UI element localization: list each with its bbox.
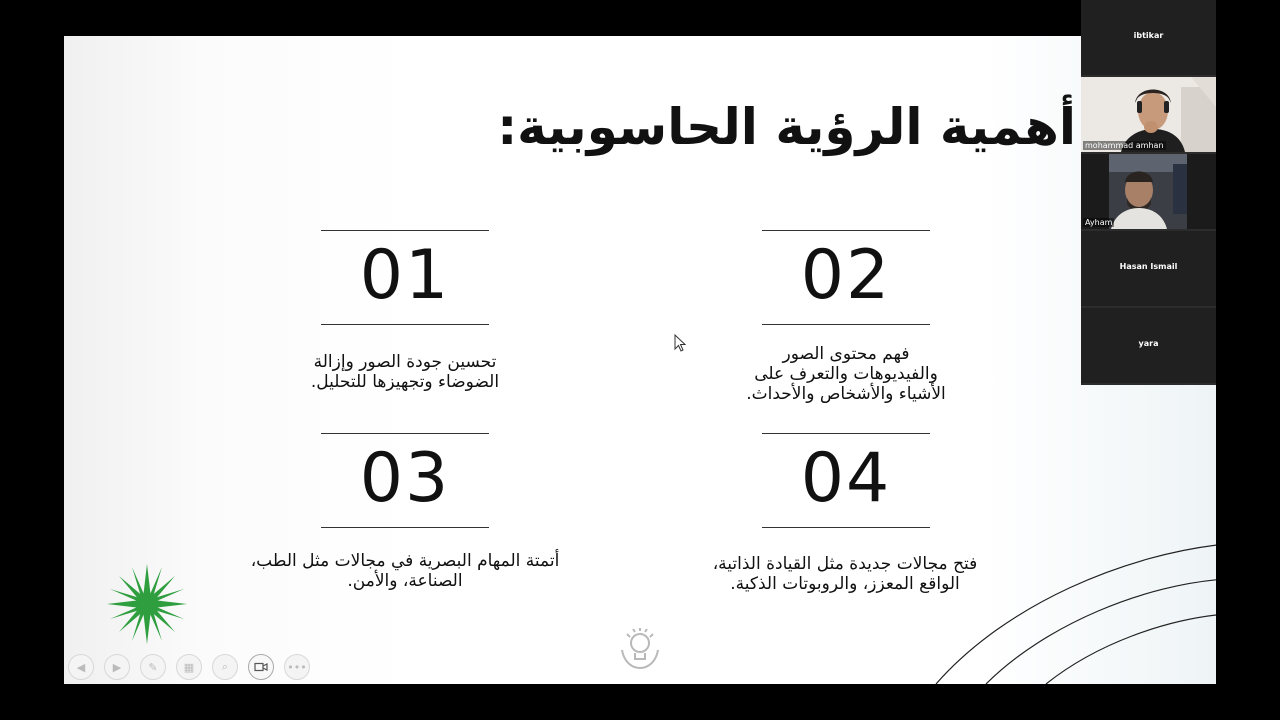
previous-icon[interactable]: ◀ — [68, 654, 94, 680]
divider — [762, 324, 930, 325]
participant-name: ibtikar — [1133, 31, 1164, 40]
divider — [762, 527, 930, 528]
participant-name: Ayham — [1085, 218, 1113, 227]
slide-title: أهمية الرؤية الحاسوبية: — [497, 98, 1076, 156]
item-number: 01 — [359, 236, 451, 315]
zoom-icon[interactable]: ⌕ — [212, 654, 238, 680]
divider — [321, 527, 489, 528]
divider — [321, 230, 489, 231]
more-icon[interactable]: ••• — [284, 654, 310, 680]
divider — [321, 324, 489, 325]
participant-tile[interactable] — [1081, 231, 1216, 308]
camera-icon[interactable] — [248, 654, 274, 680]
item-number: 03 — [359, 439, 451, 518]
participant-name: Hasan Ismail — [1119, 262, 1178, 271]
divider — [762, 230, 930, 231]
slides-icon[interactable]: ▦ — [176, 654, 202, 680]
divider — [321, 433, 489, 434]
presentation-slide — [64, 36, 1216, 684]
pen-icon[interactable]: ✎ — [140, 654, 166, 680]
participant-tile[interactable] — [1081, 77, 1216, 154]
item-text: فهم محتوى الصور والفيديوهات والتعرف على الأشياء والأشخاص والأحداث. — [746, 344, 946, 404]
mouse-cursor-icon — [674, 334, 686, 352]
participant-name: yara — [1138, 339, 1159, 348]
next-icon[interactable]: ▶ — [104, 654, 130, 680]
item-number: 02 — [800, 236, 892, 315]
participant-tile[interactable] — [1081, 0, 1216, 77]
participant-name: mohammad amhan — [1085, 141, 1164, 150]
participant-tile[interactable] — [1081, 154, 1216, 231]
item-number: 04 — [800, 439, 892, 518]
item-text: أتمتة المهام البصرية في مجالات مثل الطب، الصناعة، والأمن. — [250, 551, 560, 591]
item-text: فتح مجالات جديدة مثل القيادة الذاتية، الواقع المعزز، والروبوتات الذكية. — [712, 554, 978, 594]
divider — [762, 433, 930, 434]
participants-panel — [1081, 0, 1216, 383]
item-text: تحسين جودة الصور وإزالة الضوضاء وتجهيزها للتحليل. — [310, 352, 500, 392]
presentation-toolbar — [68, 654, 310, 680]
participant-tile[interactable] — [1081, 308, 1216, 385]
decorative-curves — [926, 514, 1216, 684]
lightbulb-logo-icon — [614, 626, 666, 672]
starburst-icon — [105, 562, 189, 646]
